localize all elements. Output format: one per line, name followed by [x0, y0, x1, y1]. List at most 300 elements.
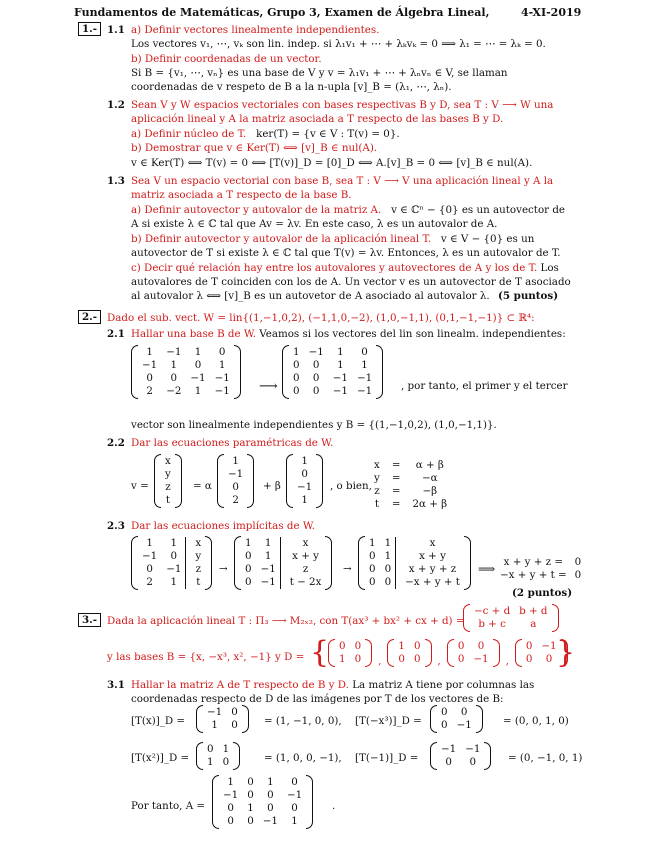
paren-left: [463, 604, 470, 632]
matrix-cell: 0: [166, 550, 186, 563]
s11-number: 1.1: [107, 24, 125, 36]
paren-right: [376, 345, 383, 399]
s23-question: Dar las ecuaciones implícitas de W.: [131, 520, 315, 532]
exam-title: Fundamentos de Matemáticas, Grupo 3, Examen de Álgebra Lineal,: [74, 6, 490, 19]
s12-statement-2: aplicación lineal y A la matriz asociada a T respecto de las bases B y D.: [131, 113, 504, 125]
matrix-cell: 0: [291, 776, 298, 788]
s12b-question: b) Demostrar que v ∈ Ker(T) ⟺ [v]_B ∈ nul(A).: [131, 142, 378, 154]
matrix-cell: −1: [166, 346, 182, 358]
matrix-cell: 0: [525, 640, 533, 652]
eq4-left: [T(−1)]_D =: [355, 752, 419, 764]
paren-left: [515, 639, 522, 667]
matrix-cell: 1: [227, 776, 234, 788]
matrix-cell: 0: [245, 563, 252, 575]
matrix-cell: =: [391, 459, 401, 471]
t-image-grid: [470, 604, 552, 632]
matrix-cell: 0: [574, 556, 582, 568]
q3-statement-2: y las bases B = {x, −x³, x², −1} y D =: [107, 651, 305, 663]
matrix-a: [212, 775, 313, 829]
matrix-cell: 1: [293, 346, 300, 358]
matrix-cell: 0: [361, 346, 368, 358]
parametric-system: [370, 458, 451, 512]
matrix-cell: 1: [166, 537, 186, 550]
matrix-cell: 0: [369, 550, 376, 562]
basis-d-matrices: [328, 639, 568, 667]
augmented-matrix-3-grid: [365, 536, 464, 590]
matrix-cell: z: [374, 485, 380, 497]
matrix-cell: 1: [211, 719, 218, 731]
eq1-right: = (1, −1, 0, 0),: [264, 715, 342, 727]
matrix-cell: −1: [465, 743, 481, 755]
basis-d-matrix: [328, 639, 372, 667]
eq3-grid: [203, 742, 233, 770]
q3-label: [78, 614, 101, 626]
matrix-cell: 0: [146, 372, 153, 384]
matrix-cell: −1: [297, 481, 313, 493]
separator: ,: [505, 655, 509, 667]
arrow-2: →: [343, 563, 352, 575]
q2-statement: Dado el sub. vect. W = lin{(1,−1,0,2), (−1,1,0,−2), (1,0,−1,1), (0,1,−1,−1)} ⊂ ℝ⁴:: [107, 312, 535, 324]
matrix-cell: 0: [369, 563, 376, 575]
matrix-cell: 2: [146, 385, 153, 397]
paren-left: [212, 775, 219, 829]
q3-number: 3.-: [78, 613, 101, 627]
matrix-cell: −x + y + t: [405, 576, 460, 588]
matrix-cell: x: [165, 455, 171, 467]
matrix-cell: 0: [398, 653, 405, 665]
paren-right: [464, 536, 471, 590]
matrix-cell: 0: [545, 653, 553, 665]
s13a-answer-1: v ∈ ℂⁿ − {0} es un autovector de: [391, 204, 566, 216]
matrix-cell: 1: [207, 756, 214, 768]
arrow-m1-m2: ⟶: [259, 379, 278, 394]
matrix-cell: 1: [194, 346, 202, 358]
s12a-line: [131, 128, 400, 140]
eq2-right: = (0, 0, 1, 0): [503, 715, 569, 727]
basis-d-grid: [522, 639, 561, 667]
matrix-cell: t − 2x: [289, 576, 322, 588]
vector-a-grid: [224, 454, 247, 508]
paren-right: [484, 742, 491, 770]
s13a-line: [131, 204, 565, 216]
paren-left: [430, 742, 437, 770]
paren-left: [234, 536, 241, 590]
s13c-answer-1: Los: [540, 262, 559, 274]
s13b-question: b) Definir autovector y autovalor de la aplicación lineal T.: [131, 233, 432, 245]
final-period: .: [332, 800, 336, 812]
paren-right: [247, 454, 254, 508]
matrix-cell: −1: [190, 372, 206, 384]
matrix-cell: 0: [441, 719, 448, 731]
paren-left: [131, 536, 138, 590]
eq3-left: [T(x²)]_D =: [131, 752, 190, 764]
s12a-answer: ker(T) = {v ∈ V : T(v) = 0}.: [256, 128, 400, 140]
matrix-cell: 0: [227, 802, 234, 814]
matrix-cell: 2: [232, 494, 239, 506]
matrix-cell: 0: [232, 481, 239, 493]
matrix-cell: −1: [261, 563, 281, 576]
o-bien: , o bien,: [330, 480, 372, 492]
basis-d-grid: [335, 639, 365, 667]
s13c-answer-3: al autovalor λ ⟺ [v]_B es un autovetor de A asociado al autovalor λ.: [131, 290, 490, 302]
matrix-cell: 1: [170, 359, 178, 371]
matrix-cell: t: [374, 498, 379, 510]
matrix-cell: −1: [223, 789, 239, 801]
matrix-cell: 0: [385, 563, 397, 576]
matrix-cell: −1: [142, 550, 158, 562]
s11b-answer-1: Si B = {v₁, ⋯, vₙ} es una base de V y v = λ₁v₁ + ⋯ + λₙvₙ ∈ V, se llaman: [131, 67, 508, 79]
matrix-cell: 1: [166, 576, 186, 589]
q1-number: 1.-: [78, 22, 101, 36]
matrix-cell: 0: [222, 756, 230, 768]
s11a-question: a) Definir vectores linealmente independientes.: [131, 24, 380, 36]
matrix-cell: 0: [301, 468, 308, 480]
s13c-question: c) Decir qué relación hay entre los autovalores y autovectores de A y los de T.: [131, 262, 538, 274]
matrix-cell: 0: [267, 789, 274, 801]
augmented-matrix-1-grid: [138, 536, 205, 590]
eq2-grid: [437, 705, 476, 733]
matrix-cell: x: [302, 537, 309, 549]
s21-text-3: vector son linealmente independientes y B = {(1,−1,0,2), (1,0,−1,1)}.: [131, 419, 497, 431]
matrix-cell: 0: [354, 640, 362, 652]
matrix-cell: 0: [231, 706, 238, 718]
vector-a: [217, 454, 254, 508]
eq4-grid: [437, 742, 484, 770]
paren-right: [316, 454, 323, 508]
matrix-cell: −1: [262, 815, 278, 827]
s12-number: 1.2: [107, 99, 125, 111]
s31-text-2: coordenadas respecto de D de las imágenes por T de los vectores de B:: [131, 693, 504, 705]
matrix-cell: 0: [445, 756, 452, 768]
paren-right: [493, 639, 500, 667]
matrix-m2-grid: [289, 345, 376, 399]
eq4-matrix: [430, 742, 491, 770]
matrix-cell: α + β: [415, 459, 444, 471]
s13-statement-2: matriz asociada a T respecto de la base B.: [131, 189, 352, 201]
matrix-cell: t: [196, 576, 201, 588]
matrix-cell: 0: [247, 776, 254, 788]
augmented-matrix-1: [131, 536, 212, 590]
matrix-cell: 1: [267, 776, 274, 788]
paren-right: [306, 775, 313, 829]
matrix-cell: 0: [312, 359, 320, 371]
matrix-cell: =: [391, 498, 401, 510]
basis-d-grid: [454, 639, 493, 667]
matrix-cell: 1: [194, 385, 202, 397]
matrix-cell: =: [391, 472, 401, 484]
paren-left: [131, 345, 138, 399]
matrix-cell: −2: [166, 385, 182, 397]
s21-text: Veamos si los vectores del lin son linealm. independientes:: [259, 328, 566, 340]
matrix-cell: 1: [337, 346, 344, 358]
matrix-cell: −1: [332, 385, 348, 397]
matrix-cell: =: [391, 485, 401, 497]
matrix-cell: 1: [245, 537, 252, 549]
matrix-cell: −1: [142, 359, 158, 371]
paren-left: [328, 639, 335, 667]
s13-statement-1: Sea V un espacio vectorial con base B, sea T : V ⟶ V una aplicación lineal y A la: [131, 175, 554, 187]
matrix-cell: 0: [293, 372, 300, 384]
matrix-cell: −1: [207, 706, 223, 718]
matrix-cell: 0: [477, 640, 485, 652]
matrix-cell: z: [165, 481, 171, 493]
paren-right: [242, 705, 249, 733]
paren-right: [233, 742, 240, 770]
v-equals: v =: [131, 480, 149, 492]
s23-number: 2.3: [107, 520, 125, 532]
matrix-cell: 0: [469, 756, 477, 768]
s12a-question: a) Definir núcleo de T.: [131, 128, 247, 140]
s22-number: 2.2: [107, 437, 125, 449]
paren-left: [217, 454, 224, 508]
matrix-cell: 1: [222, 743, 230, 755]
eq3-matrix: [196, 742, 240, 770]
matrix-cell: 0: [267, 802, 274, 814]
q2-points: (2 puntos): [512, 587, 573, 599]
matrix-cell: 0: [574, 569, 582, 581]
s11b-question: b) Definir coordenadas de un vector.: [131, 53, 322, 65]
matrix-cell: z: [195, 563, 201, 575]
brace-left: {: [310, 635, 330, 670]
matrix-cell: 0: [457, 653, 465, 665]
paren-left: [196, 705, 203, 733]
paren-left: [154, 454, 161, 508]
matrix-cell: −1: [308, 346, 324, 358]
s21-text-2: , por tanto, el primer y el tercer: [401, 380, 568, 392]
matrix-cell: −1: [356, 372, 373, 384]
t-image-matrix: [463, 604, 559, 632]
matrix-cell: x + y + z: [408, 563, 457, 575]
matrix-cell: x: [374, 459, 380, 471]
matrix-cell: t: [165, 494, 170, 506]
matrix-cell: y: [165, 468, 171, 480]
eq2-left: [T(−x³)]_D =: [355, 715, 422, 727]
matrix-cell: y: [374, 472, 380, 484]
matrix-cell: 0: [247, 789, 254, 801]
matrix-cell: 1: [398, 640, 405, 652]
matrix-m1: [131, 345, 241, 399]
paren-left: [282, 345, 289, 399]
matrix-cell: 0: [413, 653, 421, 665]
arrow-1: →: [219, 563, 228, 575]
matrix-cell: x: [429, 537, 436, 549]
matrix-m1-grid: [138, 345, 234, 399]
matrix-cell: −x + y + t =: [500, 569, 567, 581]
matrix-cell: −1: [286, 789, 303, 801]
paren-left: [447, 639, 454, 667]
eq1-grid: [203, 705, 242, 733]
matrix-cell: 0: [227, 815, 234, 827]
vector-b: [286, 454, 323, 508]
matrix-cell: −c + d: [474, 605, 511, 617]
matrix-m2: [282, 345, 383, 399]
paren-left: [430, 705, 437, 733]
matrix-cell: 1: [361, 359, 368, 371]
q1-points: (5 puntos): [498, 290, 559, 302]
separator: ,: [437, 655, 441, 667]
paren-left: [286, 454, 293, 508]
matrix-cell: 0: [369, 576, 376, 588]
matrix-cell: 0: [207, 743, 214, 755]
matrix-cell: −1: [166, 563, 186, 576]
eq4-right: = (0, −1, 0, 1): [508, 752, 583, 764]
matrix-cell: 1: [261, 550, 281, 563]
matrix-cell: 1: [146, 346, 153, 358]
paren-right: [205, 536, 212, 590]
matrix-cell: 0: [339, 640, 346, 652]
s21-question: Hallar una base B de W.: [131, 328, 256, 340]
basis-d-matrix: [447, 639, 500, 667]
matrix-cell: 1: [337, 359, 344, 371]
matrix-cell: x: [195, 537, 202, 549]
s31-number: 3.1: [107, 679, 125, 691]
separator: ,: [378, 655, 382, 667]
matrix-cell: −1: [332, 372, 348, 384]
matrix-cell: 1: [301, 455, 308, 467]
paren-right: [552, 604, 559, 632]
vector-xyzt-grid: [161, 454, 175, 508]
matrix-cell: −1: [214, 372, 230, 384]
matrix-cell: 0: [460, 706, 468, 718]
paren-right: [175, 454, 182, 508]
matrix-cell: 0: [457, 640, 465, 652]
implies-arrow: ⟹: [478, 562, 496, 576]
matrix-cell: −1: [261, 576, 281, 589]
eq2-matrix: [430, 705, 483, 733]
alpha-label: = α: [193, 480, 212, 492]
matrix-cell: 1: [301, 494, 308, 506]
matrix-cell: a: [530, 618, 537, 630]
matrix-cell: 1: [369, 537, 376, 549]
paren-left: [358, 536, 365, 590]
matrix-cell: −1: [456, 719, 472, 731]
matrix-cell: 1: [339, 653, 346, 665]
s13-number: 1.3: [107, 175, 125, 187]
paren-right: [365, 639, 372, 667]
matrix-cell: 0: [441, 706, 448, 718]
matrix-cell: 0: [194, 359, 202, 371]
matrix-cell: x + y + z =: [503, 556, 563, 568]
s11b-answer-2: coordenadas de v respeto de B a la n-upla [v]_B = (λ₁, ⋯, λₙ).: [131, 81, 452, 93]
matrix-cell: −β: [422, 485, 438, 497]
matrix-cell: −α: [421, 472, 438, 484]
matrix-cell: −1: [356, 385, 373, 397]
matrix-cell: −1: [214, 385, 230, 397]
matrix-cell: x + y: [292, 550, 319, 562]
matrix-cell: 1: [146, 537, 153, 549]
matrix-cell: 1: [385, 550, 397, 563]
matrix-cell: 1: [218, 359, 226, 371]
s31-text-1: La matriz A tiene por columnas las: [352, 679, 535, 691]
s13b-answer-2: autovector de T si existe λ ∈ ℂ tal que T(v) = λv. Entonces, λ es un autovalor de T.: [131, 247, 561, 259]
augmented-matrix-2-grid: [241, 536, 325, 590]
s13c-line: [131, 262, 559, 274]
matrix-cell: 1: [385, 537, 397, 550]
matrix-cell: −1: [441, 743, 457, 755]
s31-question: Hallar la matriz A de T respecto de B y D.: [131, 679, 349, 691]
matrix-cell: z: [302, 563, 309, 575]
matrix-cell: 0: [170, 372, 178, 384]
paren-left: [387, 639, 394, 667]
s13b-answer-1: v ∈ V − {0} es un: [440, 233, 535, 245]
implicit-system: [496, 555, 585, 583]
matrix-cell: 0: [293, 359, 300, 371]
q2-number: 2.-: [78, 310, 101, 324]
matrix-cell: 1: [232, 455, 239, 467]
augmented-matrix-3: [358, 536, 471, 590]
eq1-left: [T(x)]_D =: [131, 715, 186, 727]
s12b-answer: v ∈ Ker(T) ⟺ T(v) = 0 ⟺ [T(v)]_D = [0]_D ⟺ A.[v]_B = 0 ⟺ [v]_B ∈ nul(A).: [131, 157, 533, 169]
matrix-cell: 0: [293, 385, 300, 397]
s22-question: Dar las ecuaciones paramétricas de W.: [131, 437, 334, 449]
matrix-cell: 1: [261, 537, 281, 550]
q1-label: [78, 23, 101, 35]
matrix-cell: 1: [291, 815, 298, 827]
matrix-cell: y: [195, 550, 202, 562]
paren-right: [325, 536, 332, 590]
matrix-cell: 0: [247, 815, 254, 827]
matrix-cell: −1: [228, 468, 244, 480]
augmented-matrix-2: [234, 536, 332, 590]
q3-statement-1: Dada la aplicación lineal T : Π₃ ⟶ M₂ₓ₂, con T(ax³ + bx² + cx + d) =: [107, 615, 465, 627]
matrix-cell: −1: [541, 640, 557, 652]
matrix-cell: 0: [245, 550, 252, 562]
matrix-cell: 0: [245, 576, 252, 588]
matrix-cell: 0: [385, 576, 397, 589]
matrix-cell: 2: [146, 576, 153, 588]
paren-right: [476, 705, 483, 733]
s13b-line: [131, 233, 534, 245]
matrix-cell: 0: [312, 385, 320, 397]
matrix-cell: 0: [354, 653, 362, 665]
matrix-cell: 0: [231, 719, 238, 731]
matrix-cell: 0: [146, 563, 153, 575]
beta-label: + β: [263, 480, 281, 492]
matrix-cell: 0: [291, 802, 298, 814]
s11a-answer: Los vectores v₁, ⋯, vₖ son lin. indep. si λ₁v₁ + ⋯ + λₖvₖ = 0 ⟹ λ₁ = ⋯ = λₖ = 0.: [131, 38, 546, 50]
vector-xyzt: [154, 454, 182, 508]
paren-left: [196, 742, 203, 770]
brace-right: }: [556, 635, 576, 670]
matrix-cell: 1: [247, 802, 254, 814]
matrix-cell: 0: [413, 640, 421, 652]
matrix-cell: −1: [473, 653, 489, 665]
q2-label: [78, 311, 101, 323]
s13a-question: a) Definir autovector y autovalor de la matriz A.: [131, 204, 382, 216]
eq1-matrix: [196, 705, 249, 733]
s12-statement-1: Sean V y W espacios vectoriales con bases respectivas B y D, sea T : V ⟶ W una: [131, 99, 554, 111]
exam-date: 4-XI-2019: [521, 6, 582, 19]
vector-b-grid: [293, 454, 316, 508]
basis-d-matrix: [387, 639, 431, 667]
paren-right: [234, 345, 241, 399]
s21-number: 2.1: [107, 328, 125, 340]
final-label: Por tanto, A =: [131, 800, 206, 812]
s21-line: [131, 328, 566, 340]
s31-line: [131, 679, 534, 691]
s13a-answer-2: A si existe λ ∈ ℂ tal que Av = λv. En este caso, λ es un autovalor de A.: [131, 218, 498, 230]
matrix-cell: b + d: [519, 605, 548, 617]
basis-d-grid: [394, 639, 424, 667]
matrix-cell: 0: [218, 346, 226, 358]
matrix-cell: 2α + β: [412, 498, 448, 510]
matrix-cell: x + y: [419, 550, 446, 562]
matrix-cell: 0: [525, 653, 533, 665]
matrix-cell: b + c: [478, 618, 506, 630]
paren-right: [425, 639, 432, 667]
s13c-answer-2: autovalores de T coinciden con los de A. Un vector v es un autovector de T asociado: [131, 276, 571, 288]
matrix-cell: 0: [312, 372, 320, 384]
